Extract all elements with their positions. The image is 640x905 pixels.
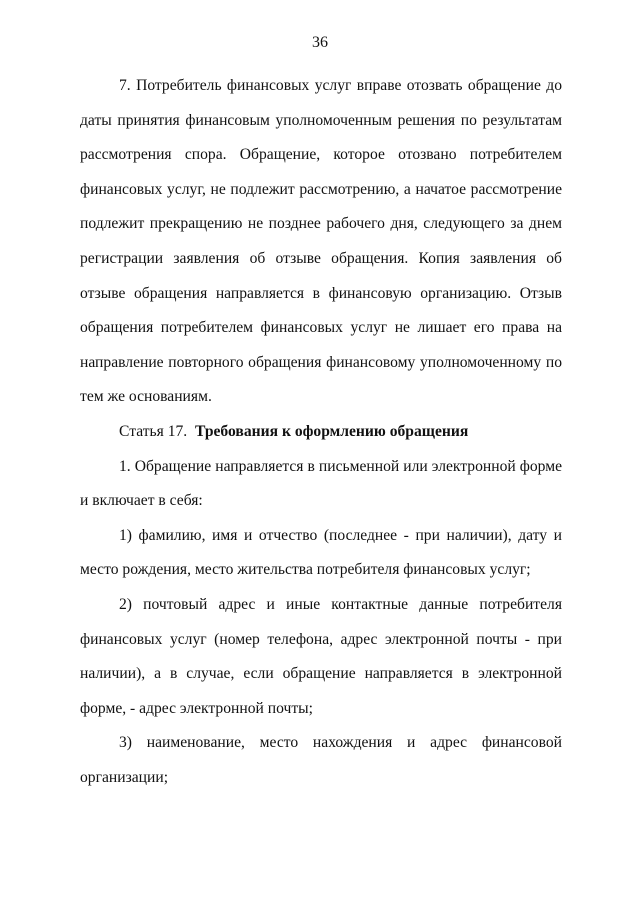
- list-item-2: 2) почтовый адрес и иные контактные данные потребителя финансовых услуг (номер телефона, адрес электронной почты - при наличии), а в случае, если обращение направляется в электронной форме, - адрес электронной почты;: [80, 595, 562, 717]
- list-item-3: 3) наименование, место нахождения и адрес финансовой организации;: [80, 734, 562, 786]
- paragraph-1: 1. Обращение направляется в письменной или электронной форме и включает в себя:: [80, 457, 562, 510]
- paragraph-7: 7. Потребитель финансовых услуг вправе отозвать обращение до даты принятия финансовым уполномоченным решения по результатам рассмотрения спора. Обращение, которое отозвано потребителем финансовых услуг, не подлежит рассмотрению, а начатое рассмотрение подлежит прекращению не позднее рабочего дня, следующего за днем регистрации заявления об отзыве обращения. Копия заявления об отзыве обращения направляется в финансовую организацию. Отзыв обращения потребителем финансовых услуг не лишает его права на направление повторного обращения финансовому уполномоченному по тем же основаниям.: [80, 77, 562, 406]
- article-title: Требования к оформлению обращения: [195, 422, 469, 440]
- article-label: Статья 17.: [119, 422, 188, 440]
- article-heading: [80, 415, 562, 450]
- list-item-1: 1) фамилию, имя и отчество (последнее - при наличии), дату и место рождения, место жительства потребителя финансовых услуг;: [80, 526, 562, 579]
- document-body: [80, 69, 562, 795]
- page-number: 36: [312, 34, 328, 51]
